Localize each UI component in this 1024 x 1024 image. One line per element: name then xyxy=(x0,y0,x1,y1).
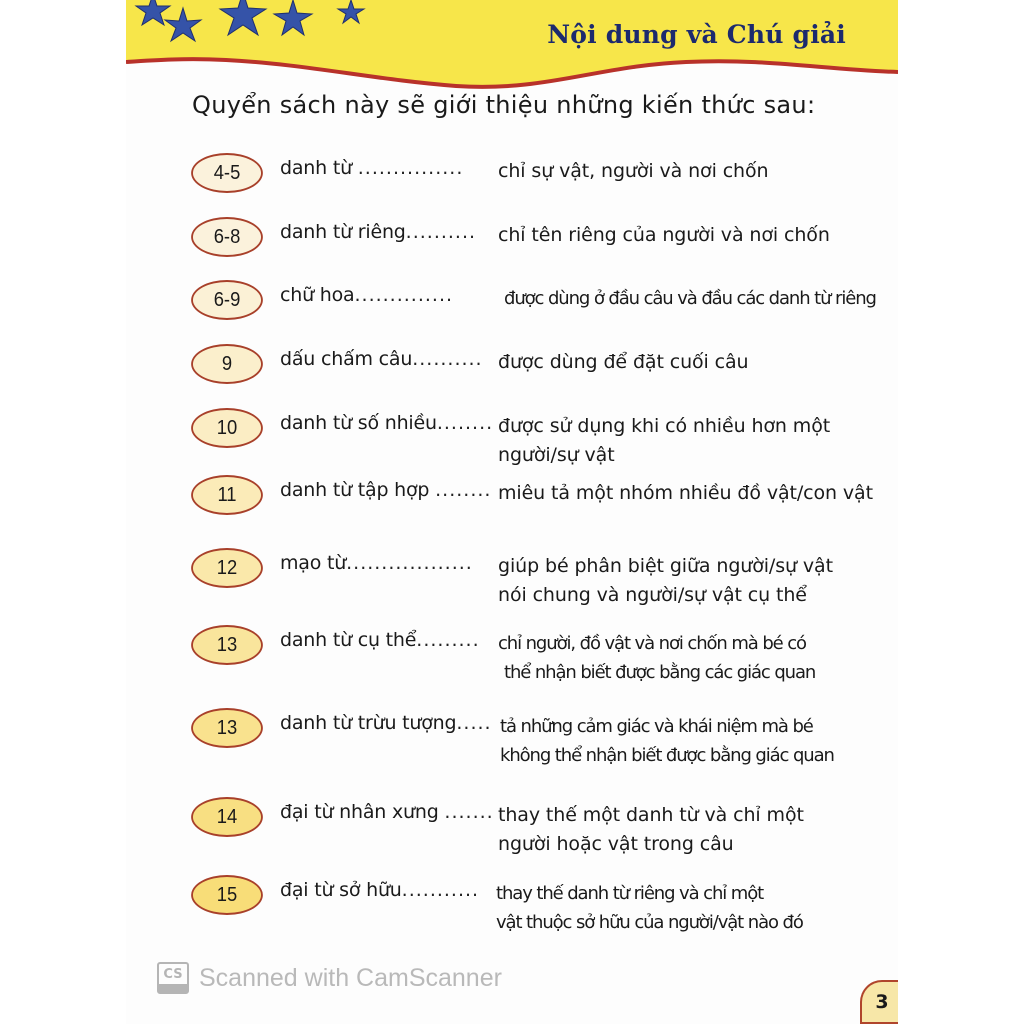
term: đại từ nhân xưng ....... xyxy=(280,801,494,823)
description: được dùng để đặt cuối câu xyxy=(498,351,749,373)
description: thay thế danh từ riêng và chỉ một vật thuộc sở hữu của người/vật nào đó xyxy=(496,883,803,933)
description: chỉ sự vật, người và nơi chốn xyxy=(498,160,769,182)
term: đại từ sở hữu........... xyxy=(280,879,480,901)
page-title: Nội dung và Chú giải xyxy=(547,20,846,49)
description: miêu tả một nhóm nhiều đồ vật/con vật xyxy=(498,482,873,504)
watermark-text: Scanned with CamScanner xyxy=(199,963,502,992)
term: danh từ tập hợp ........ xyxy=(280,479,492,501)
term: chữ hoa.............. xyxy=(280,284,454,306)
description: được sử dụng khi có nhiều hơn một người/sự vật xyxy=(498,415,831,466)
page-badge: 11 xyxy=(191,475,263,515)
page-badge: 13 xyxy=(191,708,263,748)
term: danh từ số nhiều........ xyxy=(280,412,494,434)
page-badge: 15 xyxy=(191,875,263,915)
camscanner-logo-icon: CS xyxy=(157,962,189,994)
book-page xyxy=(126,0,898,1024)
page-badge: 9 xyxy=(191,344,263,384)
description: tả những cảm giác và khái niệm mà bé không thể nhận biết được bằng giác quan xyxy=(500,716,834,766)
term: danh từ trừu tượng..... xyxy=(280,712,492,734)
description: được dùng ở đầu câu và đầu các danh từ riêng xyxy=(504,288,876,309)
page-badge: 10 xyxy=(191,408,263,448)
term: danh từ ............... xyxy=(280,157,464,179)
term: danh từ cụ thể......... xyxy=(280,629,480,651)
term: mạo từ.................. xyxy=(280,552,473,574)
page-badge: 12 xyxy=(191,548,263,588)
description: thay thế một danh từ và chỉ một người hoặc vật trong câu xyxy=(498,804,804,855)
term: dấu chấm câu.......... xyxy=(280,348,483,370)
page-number: 3 xyxy=(860,980,898,1024)
page-badge: 13 xyxy=(191,625,263,665)
page-badge: 6-8 xyxy=(191,217,263,257)
description: chỉ tên riêng của người và nơi chốn xyxy=(498,224,830,246)
description: chỉ người, đồ vật và nơi chốn mà bé có thể nhận biết được bằng các giác quan xyxy=(498,633,816,683)
term: danh từ riêng.......... xyxy=(280,221,477,243)
description: giúp bé phân biệt giữa người/sự vật nói chung và người/sự vật cụ thể xyxy=(498,555,833,606)
page-badge: 14 xyxy=(191,797,263,837)
page-badge: 4-5 xyxy=(191,153,263,193)
intro-text: Quyển sách này sẽ giới thiệu những kiến thức sau: xyxy=(192,91,816,119)
camscanner-watermark xyxy=(157,962,502,994)
page-badge: 6-9 xyxy=(191,280,263,320)
